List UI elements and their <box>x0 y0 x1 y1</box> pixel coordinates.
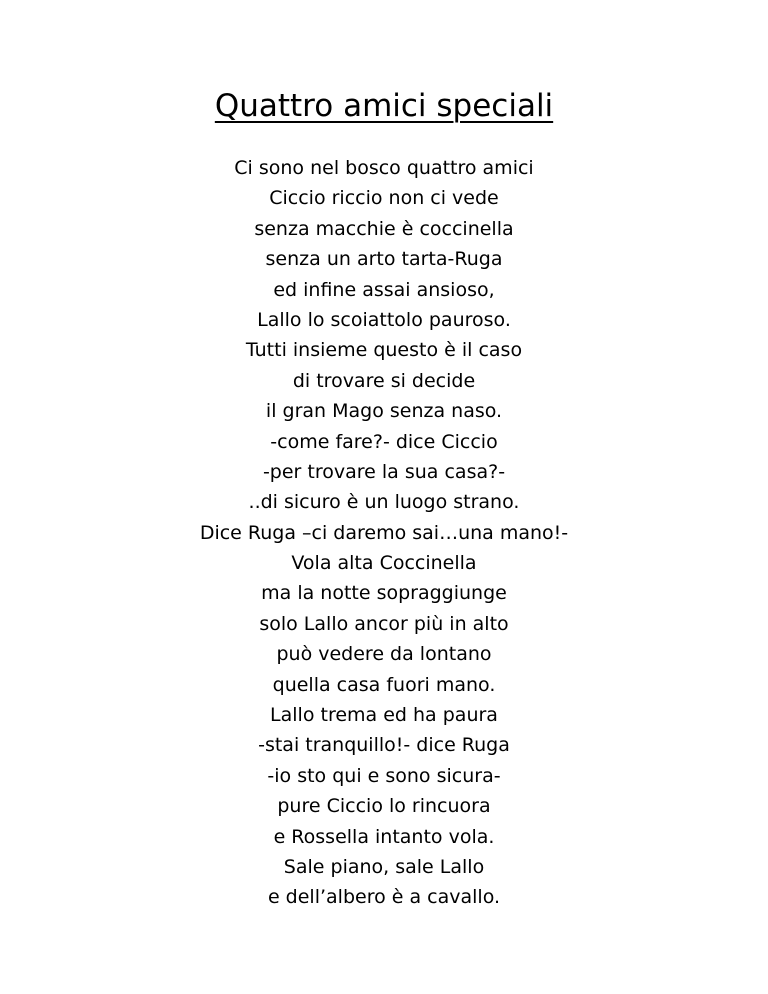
poem-line: senza macchie è coccinella <box>254 217 514 240</box>
poem-line: ..di sicuro è un luogo strano. <box>248 491 520 514</box>
poem-line: quella casa fuori mano. <box>272 673 496 696</box>
poem-line: Dice Ruga –ci daremo sai…una mano!- <box>199 521 569 544</box>
poem-line: senza un arto tarta-Ruga <box>265 248 503 271</box>
poem-line: Lallo trema ed ha paura <box>270 704 498 727</box>
poem-line: solo Lallo ancor più in alto <box>259 612 509 635</box>
poem-line: ed infine assai ansioso, <box>273 278 495 301</box>
poem-line: e Rossella intanto vola. <box>273 825 495 848</box>
poem-line: il gran Mago senza naso. <box>265 400 503 423</box>
poem-title: Quattro amici speciali <box>214 88 554 124</box>
poem-line: Ciccio riccio non ci vede <box>269 187 499 210</box>
poem-line: Lallo lo scoiattolo pauroso. <box>257 308 511 331</box>
poem-line: Ci sono nel bosco quattro amici <box>234 157 534 179</box>
poem-line: e dell’albero è a cavallo. <box>267 886 501 909</box>
poem-line: Sale piano, sale Lallo <box>283 855 485 878</box>
poem-line: ma la notte sopraggiunge <box>261 582 507 605</box>
poem-body <box>0 153 768 913</box>
poem-line: -io sto qui e sono sicura- <box>267 764 501 787</box>
poem-line: di trovare si decide <box>292 369 476 392</box>
poem-line: -come fare?- dice Ciccio <box>270 430 498 453</box>
poem-line: può vedere da lontano <box>276 643 492 666</box>
poem-line: -stai tranquillo!- dice Ruga <box>258 734 510 757</box>
poem-line: Tutti insieme questo è il caso <box>245 339 523 362</box>
poem-line: -per trovare la sua casa?- <box>262 460 506 483</box>
poem-line: Vola alta Coccinella <box>291 552 477 575</box>
poem-line: pure Ciccio lo rincuora <box>277 795 491 818</box>
